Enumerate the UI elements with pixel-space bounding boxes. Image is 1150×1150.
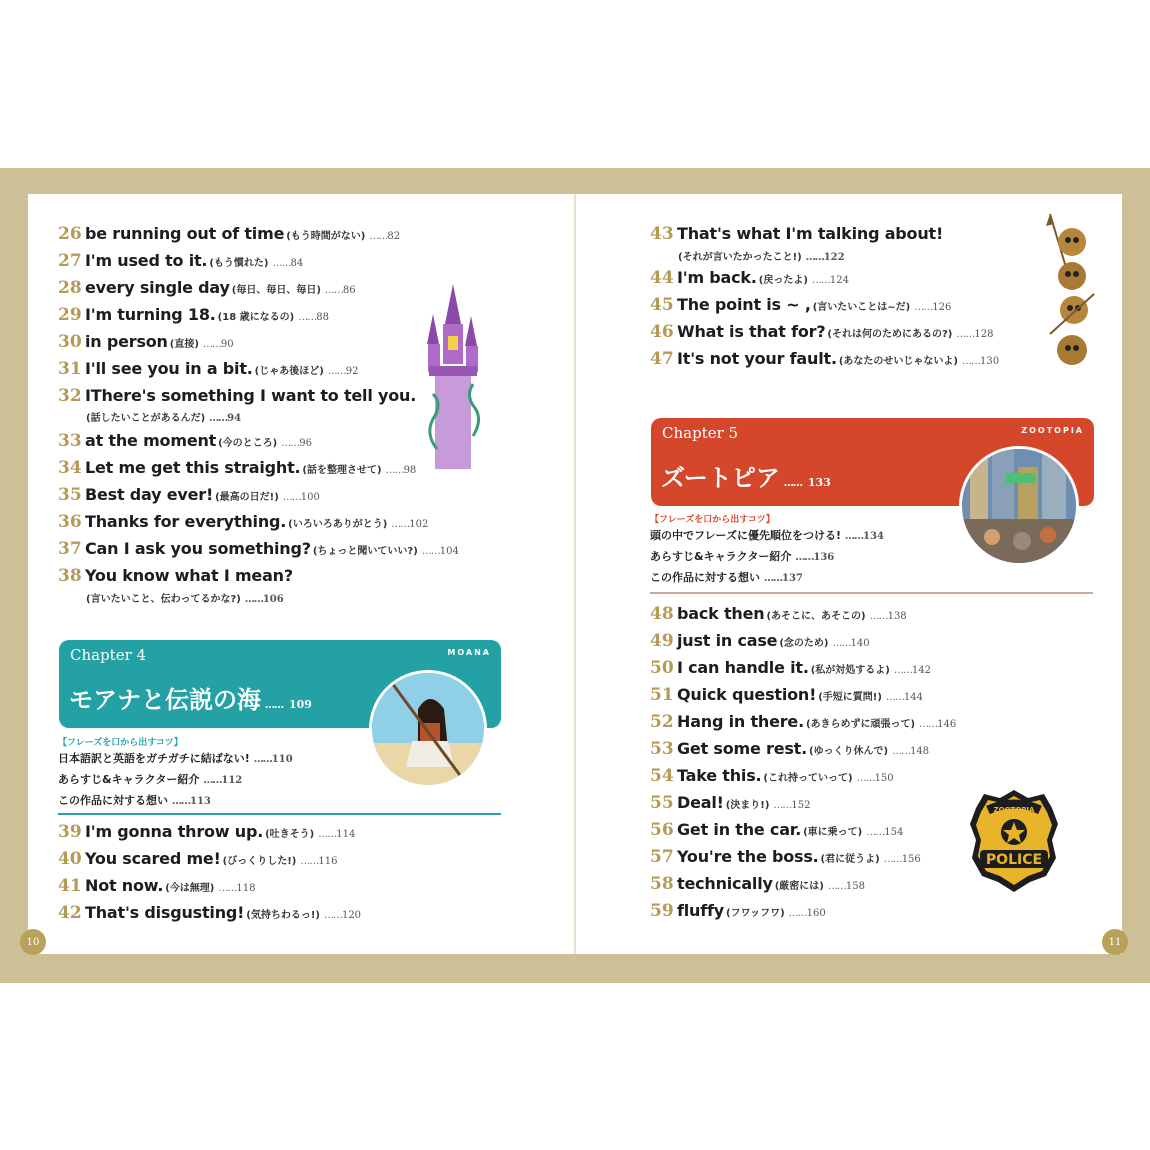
toc-item-subline bbox=[676, 248, 845, 263]
item-page: 144 bbox=[903, 692, 924, 703]
item-number: 48 bbox=[650, 604, 674, 624]
item-translation: (手短に質問!) bbox=[818, 692, 882, 703]
toc-item bbox=[650, 295, 951, 315]
leader-dots: …… bbox=[202, 339, 221, 350]
leader-dots: …… bbox=[773, 800, 792, 811]
item-number: 32 bbox=[58, 386, 82, 406]
item-page: 94 bbox=[227, 413, 242, 424]
item-translation: (それは何のためにあるの?) bbox=[827, 329, 953, 340]
item-translation: (今のところ) bbox=[218, 438, 278, 449]
toc-item bbox=[650, 268, 849, 288]
thoughts-line[interactable] bbox=[650, 569, 884, 585]
item-phrase: You know what I mean? bbox=[85, 566, 293, 585]
item-page: 130 bbox=[979, 356, 1000, 367]
item-page: 154 bbox=[884, 827, 904, 838]
item-phrase: What is that for? bbox=[677, 322, 826, 341]
item-translation: (ちょっと聞いていい?) bbox=[312, 546, 418, 557]
synopsis-page: 112 bbox=[221, 775, 243, 786]
item-page: 160 bbox=[806, 908, 826, 919]
toc-item bbox=[650, 322, 993, 342]
leader-dots: …… bbox=[253, 754, 272, 765]
leader-dots: …… bbox=[788, 908, 807, 919]
leader-dots: …… bbox=[282, 492, 301, 503]
item-number: 49 bbox=[650, 631, 674, 651]
leader-dots: …… bbox=[892, 746, 911, 757]
item-translation: (話を整理させて) bbox=[302, 465, 382, 476]
item-phrase: I'm gonna throw up. bbox=[85, 822, 264, 841]
item-number: 41 bbox=[58, 876, 82, 896]
tips-category: 【フレーズを口から出すコツ】 bbox=[58, 738, 183, 748]
item-number: 26 bbox=[58, 224, 82, 244]
item-phrase: That's disgusting! bbox=[85, 903, 245, 922]
leader-dots: …… bbox=[856, 773, 875, 784]
item-page: 114 bbox=[336, 829, 356, 840]
item-number: 53 bbox=[650, 739, 674, 759]
toc-item bbox=[58, 224, 400, 244]
leader-dots: …… bbox=[244, 594, 263, 605]
leader-dots: …… bbox=[869, 611, 888, 622]
item-phrase: Hang in there. bbox=[677, 712, 804, 731]
tips-category: 【フレーズを口から出すコツ】 bbox=[650, 515, 775, 525]
item-phrase: Deal! bbox=[677, 793, 724, 812]
leader-dots: …… bbox=[218, 883, 237, 894]
leader-dots: …… bbox=[209, 413, 228, 424]
toc-item bbox=[650, 685, 923, 705]
item-phrase: be running out of time bbox=[85, 224, 285, 243]
item-phrase: I'll see you in a bit. bbox=[85, 359, 253, 378]
leader-dots: …… bbox=[845, 531, 864, 542]
item-translation: (びっくりした!) bbox=[222, 856, 297, 867]
item-translation: (18 歳になるの) bbox=[217, 312, 295, 323]
zootopia-police-badge-icon bbox=[968, 788, 1060, 894]
toc-item bbox=[650, 631, 870, 651]
toc-item bbox=[58, 431, 312, 451]
item-translation: (最高の日だ!) bbox=[215, 492, 279, 503]
leader-dots: …… bbox=[956, 329, 975, 340]
item-phrase: I'm back. bbox=[677, 268, 757, 287]
item-number: 46 bbox=[650, 322, 674, 342]
item-number: 40 bbox=[58, 849, 82, 869]
item-page: 150 bbox=[874, 773, 894, 784]
item-number: 54 bbox=[650, 766, 674, 786]
item-page: 88 bbox=[316, 312, 329, 323]
item-translation: (直接) bbox=[169, 339, 199, 350]
synopsis-text: あらすじ&キャラクター紹介 bbox=[58, 773, 200, 786]
item-translation: (それが言いたかったこと!) bbox=[678, 252, 802, 263]
item-translation: (これ持っていって) bbox=[763, 773, 853, 784]
toc-item bbox=[650, 604, 907, 624]
item-translation: (じゃあ後ほど) bbox=[254, 366, 324, 377]
item-page: 156 bbox=[901, 854, 921, 865]
chapter-label: Chapter 4 bbox=[70, 646, 147, 664]
tips-line[interactable] bbox=[58, 750, 293, 766]
synopsis-text: あらすじ&キャラクター紹介 bbox=[650, 550, 792, 563]
item-page: 116 bbox=[318, 856, 338, 867]
zootopia-city-illustration bbox=[959, 446, 1079, 566]
leader-dots: …… bbox=[385, 465, 404, 476]
leader-dots: …… bbox=[832, 638, 851, 649]
leader-dots: …… bbox=[885, 692, 904, 703]
item-page: 100 bbox=[300, 492, 320, 503]
toc-item-subline bbox=[84, 590, 284, 605]
item-translation: (厳密には) bbox=[774, 881, 824, 892]
tips-page: 134 bbox=[863, 531, 884, 542]
toc-item bbox=[58, 539, 459, 559]
item-phrase: That's what I'm talking about! bbox=[677, 224, 944, 243]
toc-item bbox=[650, 739, 929, 759]
leader-dots: …… bbox=[764, 573, 782, 584]
item-number: 33 bbox=[58, 431, 82, 451]
item-page: 126 bbox=[932, 302, 952, 313]
leader-dots: …… bbox=[327, 366, 346, 377]
leader-dots: …… bbox=[893, 665, 912, 676]
item-phrase: Get some rest. bbox=[677, 739, 808, 758]
synopsis-line[interactable] bbox=[58, 771, 293, 787]
item-number: 37 bbox=[58, 539, 82, 559]
leader-dots: …… bbox=[883, 854, 902, 865]
item-phrase: You scared me! bbox=[85, 849, 221, 868]
toc-item bbox=[650, 766, 894, 786]
leader-dots: …… bbox=[172, 796, 190, 807]
item-translation: (吐きそう) bbox=[265, 829, 315, 840]
toc-item bbox=[58, 278, 356, 298]
item-phrase: The point is ~ , bbox=[677, 295, 811, 314]
tips-line[interactable] bbox=[650, 527, 884, 543]
item-page: 128 bbox=[974, 329, 994, 340]
item-translation: (毎日、毎日、毎日) bbox=[231, 285, 321, 296]
toc-item bbox=[58, 386, 416, 406]
toc-item bbox=[58, 903, 361, 923]
synopsis-line[interactable] bbox=[650, 548, 884, 564]
item-page: 98 bbox=[403, 465, 417, 476]
item-number: 51 bbox=[650, 685, 674, 705]
leader-dots: …… bbox=[265, 700, 283, 711]
item-translation: (いろいろありがとう) bbox=[288, 519, 388, 530]
item-page: 158 bbox=[845, 881, 865, 892]
leader-dots: …… bbox=[919, 719, 938, 730]
leader-dots: …… bbox=[272, 258, 291, 269]
leader-dots: …… bbox=[783, 478, 802, 489]
item-translation: (言いたいこと、伝わってるかな?) bbox=[86, 594, 241, 605]
item-phrase: IThere's something I want to tell you. bbox=[85, 386, 417, 405]
item-page: 124 bbox=[829, 275, 849, 286]
item-phrase: just in case bbox=[677, 631, 778, 650]
item-phrase: It's not your fault. bbox=[677, 349, 837, 368]
toc-item bbox=[650, 847, 921, 867]
leader-dots: …… bbox=[914, 302, 933, 313]
chapter-title bbox=[69, 680, 312, 715]
chapter-title bbox=[661, 458, 831, 493]
leader-dots: …… bbox=[866, 827, 885, 838]
item-phrase: every single day bbox=[85, 278, 230, 297]
item-page: 122 bbox=[823, 252, 845, 263]
toc-item bbox=[58, 849, 337, 869]
thoughts-page: 113 bbox=[190, 796, 211, 807]
item-number: 44 bbox=[650, 268, 674, 288]
item-translation: (戻ったよ) bbox=[758, 275, 808, 286]
item-phrase: in person bbox=[85, 332, 168, 351]
item-number: 39 bbox=[58, 822, 82, 842]
chapter-page: 109 bbox=[289, 698, 312, 711]
item-page: 118 bbox=[236, 883, 256, 894]
item-page: 96 bbox=[299, 438, 312, 449]
page-number-left: 10 bbox=[20, 929, 46, 955]
toc-item bbox=[58, 251, 303, 271]
item-number: 29 bbox=[58, 305, 82, 325]
chapter-tag: ZOOTOPIA bbox=[1021, 426, 1084, 435]
item-page: 106 bbox=[262, 594, 284, 605]
toc-item bbox=[650, 901, 826, 921]
toc-item bbox=[58, 359, 359, 379]
chapter-tag: MOANA bbox=[447, 648, 491, 657]
item-translation: (気持ちわるっ!) bbox=[246, 910, 320, 921]
book-spread bbox=[0, 168, 1150, 983]
tips-text: 日本語訳と英語をガチガチに結ばない! bbox=[58, 752, 250, 765]
toc-item bbox=[58, 485, 320, 505]
chapter-page: 133 bbox=[807, 476, 831, 489]
item-page: 140 bbox=[850, 638, 870, 649]
chapter-title-text: ズートピア bbox=[661, 464, 780, 492]
item-number: 56 bbox=[650, 820, 674, 840]
leader-dots: …… bbox=[323, 910, 342, 921]
item-translation: (今は無理) bbox=[165, 883, 215, 894]
item-number: 42 bbox=[58, 903, 82, 923]
thoughts-text: この作品に対する想い bbox=[650, 571, 760, 584]
item-page: 90 bbox=[220, 339, 234, 350]
item-translation: (君に従うよ) bbox=[820, 854, 880, 865]
thoughts-text: この作品に対する想い bbox=[58, 794, 168, 807]
leader-dots: …… bbox=[369, 231, 388, 242]
item-number: 50 bbox=[650, 658, 674, 678]
right-page bbox=[576, 194, 1122, 954]
toc-item-subline bbox=[84, 409, 241, 424]
chapter-5-banner[interactable] bbox=[651, 418, 1094, 506]
item-phrase: Thanks for everything. bbox=[85, 512, 287, 531]
leader-dots: …… bbox=[318, 829, 337, 840]
item-page: 102 bbox=[409, 519, 429, 530]
section-divider bbox=[58, 813, 501, 815]
toc-item bbox=[650, 712, 956, 732]
leader-dots: …… bbox=[324, 285, 343, 296]
item-page: 86 bbox=[342, 285, 356, 296]
item-translation: (もう時間がない) bbox=[286, 231, 366, 242]
item-number: 36 bbox=[58, 512, 82, 532]
item-phrase: I can handle it. bbox=[677, 658, 809, 677]
thoughts-page: 137 bbox=[782, 573, 803, 584]
synopsis-page: 136 bbox=[813, 552, 835, 563]
item-page: 148 bbox=[910, 746, 930, 757]
item-translation: (念のため) bbox=[779, 638, 829, 649]
item-phrase: Best day ever! bbox=[85, 485, 214, 504]
leader-dots: …… bbox=[961, 356, 980, 367]
item-number: 47 bbox=[650, 349, 674, 369]
item-number: 45 bbox=[650, 295, 674, 315]
thoughts-line[interactable] bbox=[58, 792, 293, 808]
item-translation: (フワッフワ) bbox=[726, 908, 785, 919]
leader-dots: …… bbox=[795, 552, 814, 563]
toc-item bbox=[58, 305, 329, 325]
toc-item bbox=[650, 793, 811, 813]
page-number-right: 11 bbox=[1102, 929, 1128, 955]
item-page: 138 bbox=[887, 611, 907, 622]
item-page: 104 bbox=[439, 546, 459, 557]
item-phrase: Take this. bbox=[677, 766, 762, 785]
toc-item bbox=[58, 876, 255, 896]
chapter-4-extras bbox=[58, 735, 293, 808]
item-phrase: Can I ask you something? bbox=[85, 539, 311, 558]
badge-bottom-text: POLICE bbox=[985, 852, 1043, 868]
toc-item bbox=[650, 349, 999, 369]
item-translation: (あなたのせいじゃないよ) bbox=[838, 356, 958, 367]
section-divider bbox=[650, 592, 1093, 594]
toc-item bbox=[58, 822, 355, 842]
item-number: 31 bbox=[58, 359, 82, 379]
item-page: 146 bbox=[937, 719, 957, 730]
item-number: 34 bbox=[58, 458, 82, 478]
item-phrase: at the moment bbox=[85, 431, 217, 450]
item-number: 28 bbox=[58, 278, 82, 298]
leader-dots: …… bbox=[805, 252, 824, 263]
leader-dots: …… bbox=[421, 546, 440, 557]
toc-item bbox=[650, 874, 865, 894]
item-phrase: I'm turning 18. bbox=[85, 305, 216, 324]
item-number: 27 bbox=[58, 251, 82, 271]
item-translation: (言いたいことは~だ) bbox=[812, 302, 911, 313]
toc-item bbox=[58, 512, 428, 532]
item-phrase: You're the boss. bbox=[677, 847, 819, 866]
chapter-5-extras bbox=[650, 512, 884, 585]
left-page bbox=[28, 194, 574, 954]
chapter-label: Chapter 5 bbox=[662, 424, 739, 442]
item-translation: (もう慣れた) bbox=[209, 258, 269, 269]
item-phrase: I'm used to it. bbox=[85, 251, 208, 270]
leader-dots: …… bbox=[281, 438, 300, 449]
leader-dots: …… bbox=[827, 881, 846, 892]
chapter-4-banner[interactable] bbox=[59, 640, 501, 728]
item-phrase: Not now. bbox=[85, 876, 164, 895]
item-page: 84 bbox=[290, 258, 304, 269]
item-page: 142 bbox=[911, 665, 931, 676]
toc-item bbox=[650, 224, 943, 244]
item-page: 92 bbox=[345, 366, 359, 377]
toc-item bbox=[58, 566, 293, 586]
kakamora-stack-illustration bbox=[1040, 214, 1100, 374]
item-phrase: fluffy bbox=[677, 901, 724, 920]
item-phrase: Let me get this straight. bbox=[85, 458, 301, 477]
item-translation: (車に乗って) bbox=[803, 827, 863, 838]
toc-item bbox=[650, 820, 903, 840]
item-phrase: Get in the car. bbox=[677, 820, 802, 839]
tips-page: 110 bbox=[271, 754, 293, 765]
leader-dots: …… bbox=[391, 519, 410, 530]
item-translation: (あそこに、あそこの) bbox=[766, 611, 866, 622]
item-number: 57 bbox=[650, 847, 674, 867]
chapter-title-text: モアナと伝説の海 bbox=[69, 686, 261, 714]
item-number: 30 bbox=[58, 332, 82, 352]
leader-dots: …… bbox=[203, 775, 222, 786]
toc-item bbox=[58, 332, 234, 352]
badge-top-text: ZOOTOPIA bbox=[993, 806, 1035, 814]
item-number: 55 bbox=[650, 793, 674, 813]
item-number: 52 bbox=[650, 712, 674, 732]
item-page: 82 bbox=[387, 231, 401, 242]
item-number: 43 bbox=[650, 224, 674, 244]
leader-dots: …… bbox=[811, 275, 830, 286]
item-translation: (私が対処するよ) bbox=[810, 665, 890, 676]
item-translation: (あきらめずに頑張って) bbox=[805, 719, 916, 730]
item-number: 59 bbox=[650, 901, 674, 921]
toc-item bbox=[650, 658, 931, 678]
item-page: 120 bbox=[341, 910, 362, 921]
item-translation: (ゆっくり休んで) bbox=[809, 746, 889, 757]
item-phrase: Quick question! bbox=[677, 685, 817, 704]
leader-dots: …… bbox=[298, 312, 317, 323]
item-page: 152 bbox=[791, 800, 811, 811]
item-translation: (決まり!) bbox=[725, 800, 770, 811]
item-phrase: back then bbox=[677, 604, 765, 623]
item-translation: (話したいことがあるんだ) bbox=[86, 413, 206, 424]
item-number: 58 bbox=[650, 874, 674, 894]
toc-item bbox=[58, 458, 416, 478]
moana-portrait-illustration bbox=[369, 670, 487, 788]
tips-text: 頭の中でフレーズに優先順位をつける! bbox=[650, 529, 842, 542]
item-number: 38 bbox=[58, 566, 82, 586]
item-phrase: technically bbox=[677, 874, 773, 893]
rapunzel-tower-illustration bbox=[423, 284, 483, 469]
item-number: 35 bbox=[58, 485, 82, 505]
leader-dots: …… bbox=[300, 856, 319, 867]
